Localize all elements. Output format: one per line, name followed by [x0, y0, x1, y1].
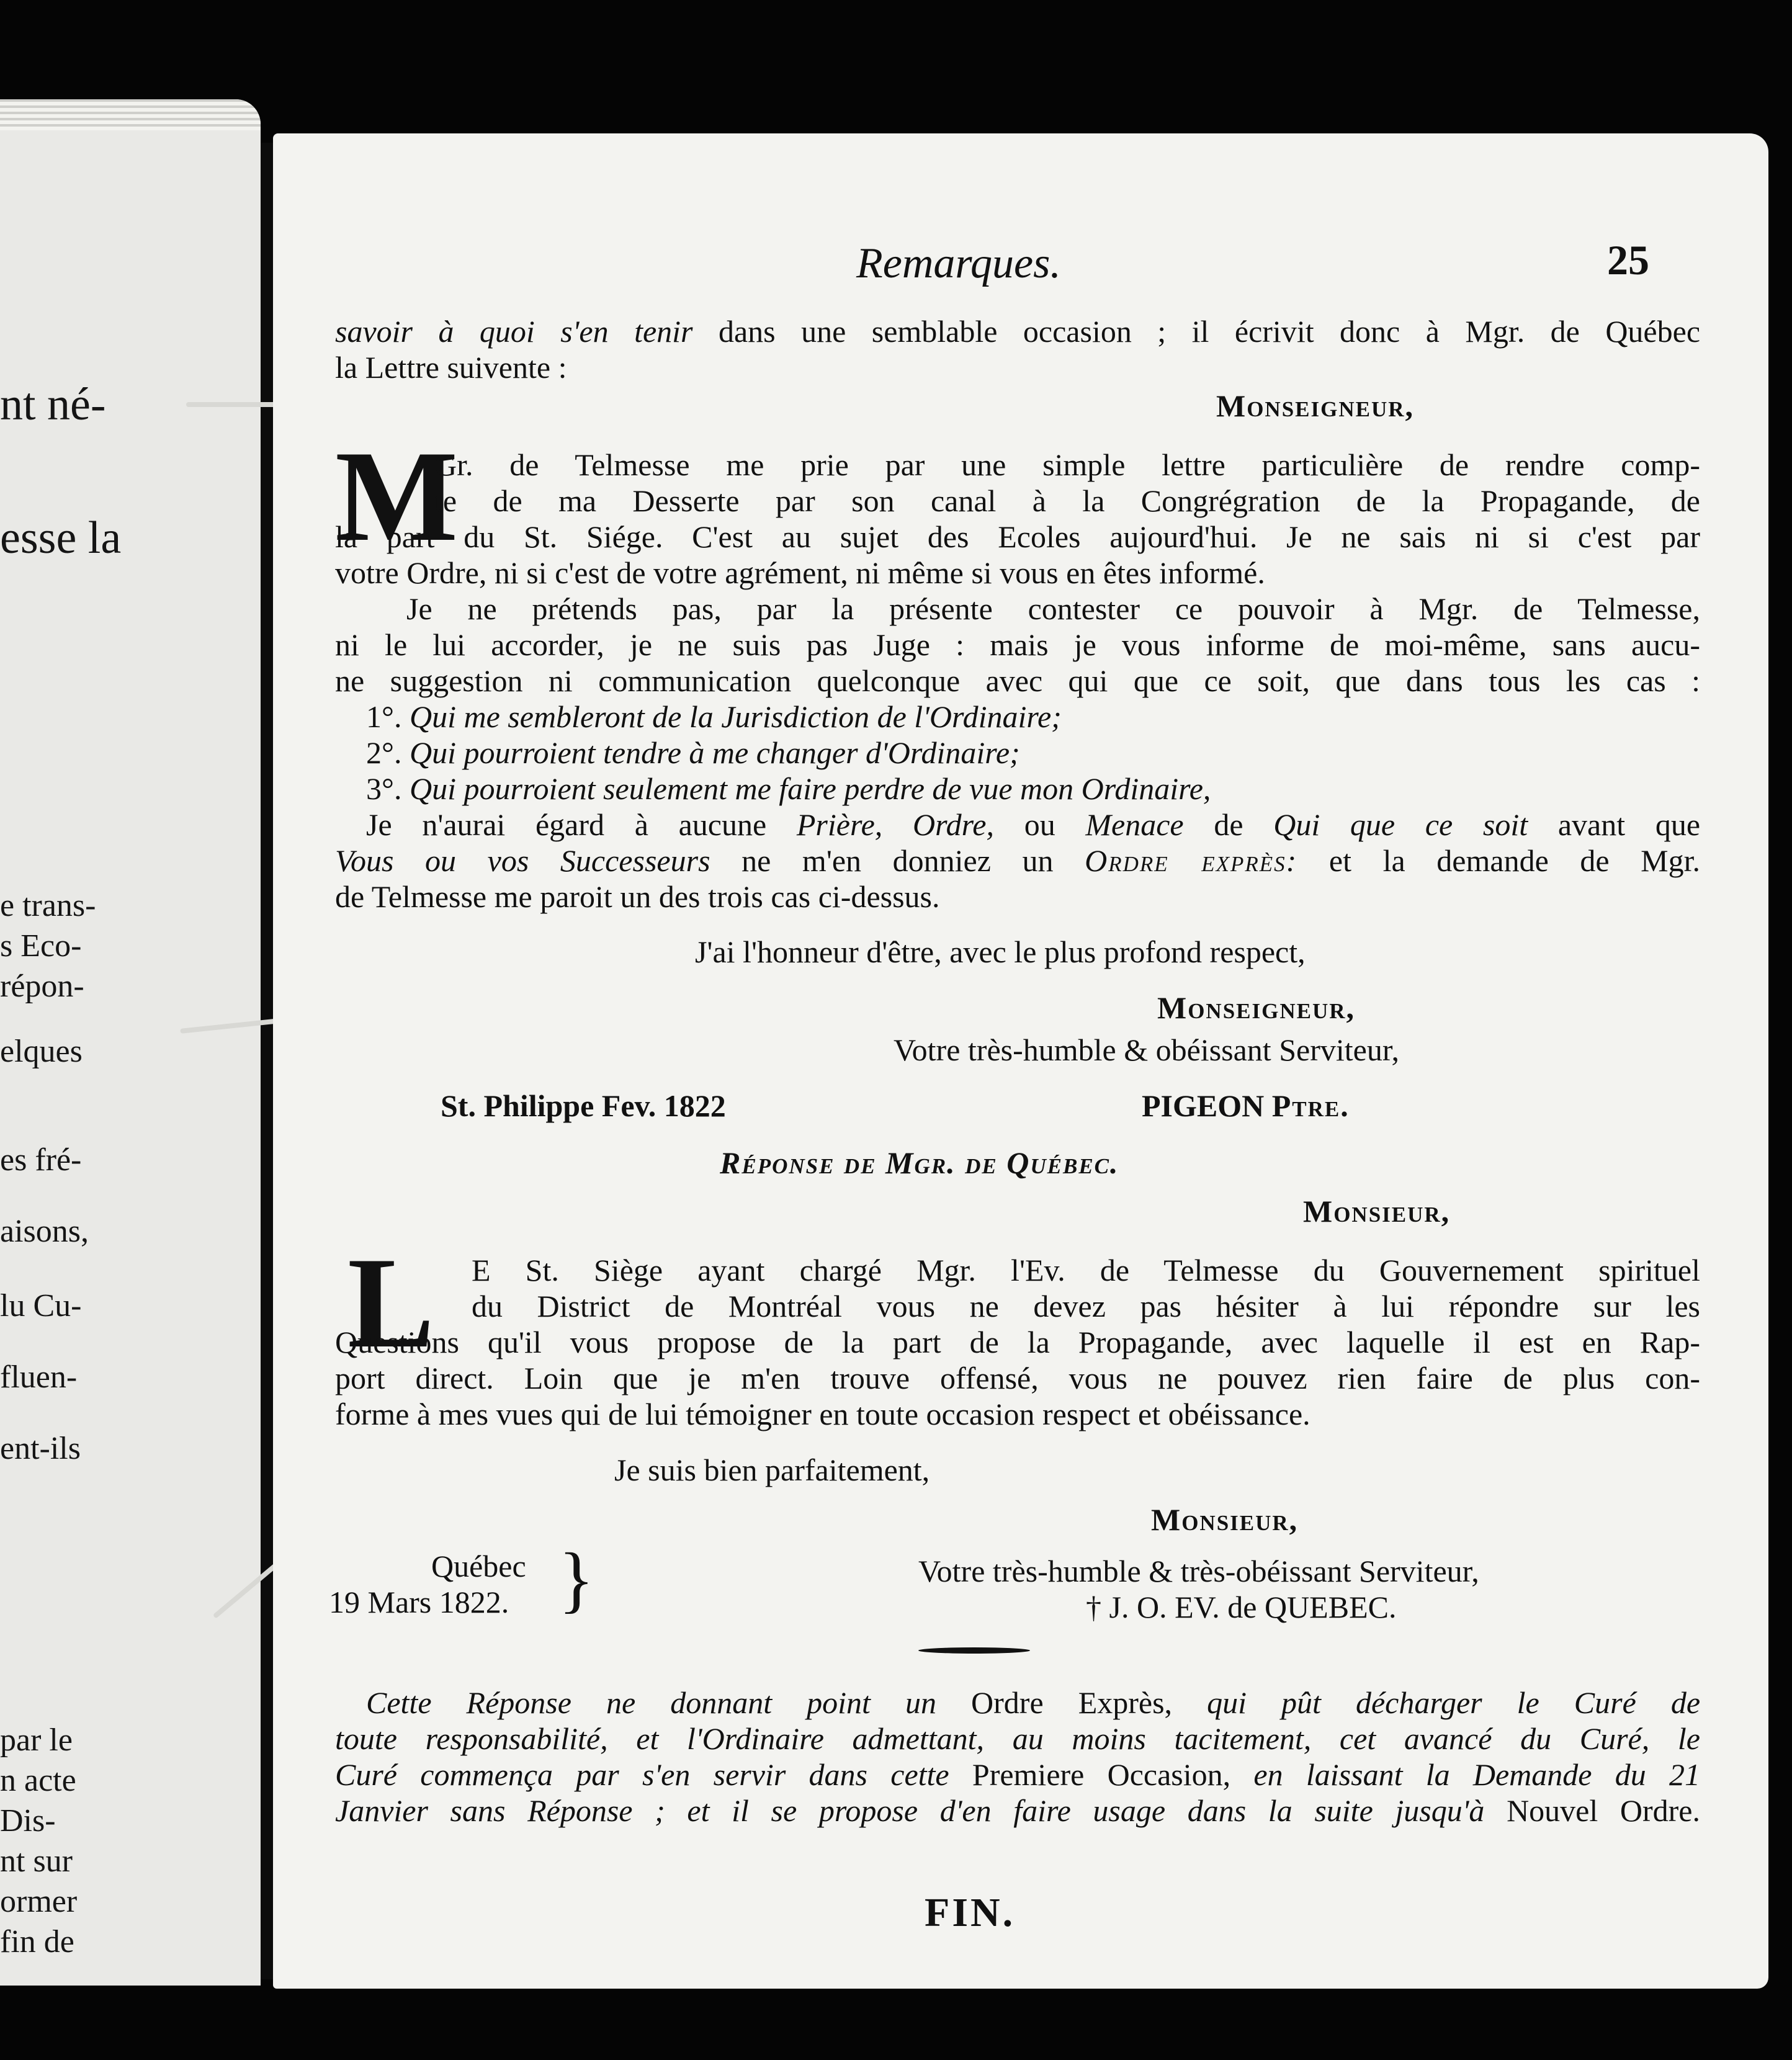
- intro-italic: savoir à quoi s'en tenir: [335, 314, 693, 349]
- left-line: répon-: [0, 969, 84, 1004]
- text-run: Vous ou vos Successeurs: [335, 843, 710, 878]
- list-item: [366, 735, 1020, 771]
- letter1-servant: Votre très-humble & obéissant Serviteur,: [894, 1032, 1399, 1067]
- remarks-line: [335, 1757, 1700, 1793]
- letter1-line: ni le lui accorder, je ne suis pas Juge : mais je vous informe de moi-même, sans aucu-: [335, 627, 1700, 662]
- letter1-signature: [1142, 1088, 1350, 1124]
- remarks-line: toute responsabilité, et l'Ordinaire admettant, au moins tacitement, cet avancé du Curé, le: [335, 1721, 1700, 1756]
- reply-closing: Je suis bien parfaitement,: [614, 1453, 930, 1487]
- text-run: ou: [1024, 807, 1055, 842]
- intro-line-2: la Lettre suivente :: [335, 350, 567, 385]
- document-page: [273, 133, 1768, 1989]
- left-line: fluen-: [0, 1359, 78, 1395]
- left-line: elques: [0, 1034, 83, 1069]
- reply-line: forme à mes vues qui de lui témoigner en toute occasion respect et obéissance.: [335, 1397, 1310, 1431]
- brace-glyph: }: [558, 1538, 594, 1620]
- book-spine: [261, 143, 274, 1979]
- text-run: Je n'aurai égard à aucune: [366, 807, 767, 842]
- letter1-line: de Telmesse me paroit un des trois cas ci-dessus.: [335, 879, 940, 914]
- letter1-line: te de ma Desserte par son canal à la Congrégration de la Propagande, de: [434, 483, 1700, 518]
- previous-page-fragment: [0, 99, 261, 1986]
- list-item: [366, 771, 1211, 807]
- list-text: Qui pourroient tendre à me changer d'Ordinaire;: [410, 735, 1020, 770]
- left-line: n acte: [0, 1763, 76, 1798]
- reply-line: E St. Siège ayant chargé Mgr. l'Ev. de Telmesse du Gouvernement spirituel: [472, 1253, 1700, 1288]
- text-run: Prière, Ordre,: [796, 807, 994, 842]
- left-line: e trans-: [0, 888, 96, 923]
- left-line: aisons,: [0, 1214, 89, 1249]
- remarks-line: [335, 1793, 1700, 1829]
- intro-line: [335, 313, 1700, 349]
- left-line: Dis-: [0, 1803, 56, 1838]
- left-line: es fré-: [0, 1142, 82, 1178]
- reply-signature: † J. O. EV. de QUEBEC.: [1086, 1590, 1397, 1624]
- intro-rest: dans une semblable occasion ; il écrivit donc à Mgr. de Québec: [718, 314, 1701, 349]
- text-run: Ordre exprès:: [1085, 843, 1298, 878]
- letter1-closing: J'ai l'honneur d'être, avec le plus profond respect,: [695, 934, 1306, 969]
- list-item: [366, 699, 1062, 735]
- letter1-line: [366, 807, 1700, 843]
- letter1-line: votre Ordre, ni si c'est de votre agrément, ni même si vous en êtes informé.: [335, 555, 1265, 590]
- reply-heading: Réponse de Mgr. de Québec.: [720, 1145, 1119, 1180]
- text-run: et la demande de Mgr.: [1328, 843, 1701, 878]
- left-line: s Eco-: [0, 928, 82, 964]
- list-text: Qui me sembleront de la Jurisdiction de l'Ordinaire;: [410, 699, 1062, 734]
- letter1-closing-salutation: Monseigneur,: [1157, 990, 1356, 1025]
- text-run: Menace: [1085, 807, 1184, 842]
- dropcap-l: L: [347, 1231, 435, 1375]
- letter1-line: [335, 843, 1700, 879]
- reply-place: Québec: [431, 1549, 526, 1583]
- letter1-line: la part du St. Siége. C'est au sujet des Ecoles aujourd'hui. Je ne sais ni si c'est par: [335, 519, 1700, 554]
- list-number: 1°.: [366, 699, 402, 734]
- text-run: Cette Réponse ne donnant point un: [366, 1685, 936, 1720]
- reply-closing-salutation: Monsieur,: [1151, 1502, 1299, 1537]
- page-number: 25: [1607, 236, 1649, 284]
- left-line: lu Cu-: [0, 1288, 82, 1323]
- page-edge-stripes: [0, 99, 261, 130]
- reply-line: port direct. Loin que je m'en trouve offensé, vous ne pouvez rien faire de plus con-: [335, 1361, 1700, 1395]
- dropcap-m: M: [335, 424, 459, 568]
- text-run: de: [1214, 807, 1243, 842]
- text-run: qui pût décharger le Curé de: [1207, 1685, 1701, 1720]
- left-line: nt né-: [0, 379, 106, 430]
- text-run: Curé commença par s'en servir dans cette: [335, 1757, 949, 1792]
- fin-label: FIN.: [925, 1890, 1016, 1935]
- letter1-line: ne suggestion ni communication quelconque avec qui que ce soit, que dans tous les cas :: [335, 663, 1700, 698]
- left-line: par le: [0, 1722, 73, 1758]
- letter1-salutation: Monseigneur,: [1216, 388, 1415, 423]
- text-run: avant que: [1557, 807, 1701, 842]
- letter1-line: Je ne prétends pas, par la présente contester ce pouvoir à Mgr. de Telmesse,: [406, 591, 1700, 626]
- ornamental-rule: [918, 1647, 1030, 1654]
- left-line: nt sur: [0, 1843, 73, 1879]
- signature-title: Ptre.: [1271, 1088, 1350, 1123]
- reply-line: Questions qu'il vous propose de la part de la Propagande, avec laquelle il est en Rap-: [335, 1325, 1700, 1359]
- text-run: Nouvel Ordre.: [1507, 1793, 1701, 1828]
- left-line: ent-ils: [0, 1431, 81, 1466]
- text-run: en laissant la Demande du 21: [1253, 1757, 1700, 1792]
- list-number: 3°.: [366, 771, 402, 806]
- signature-name: PIGEON: [1142, 1088, 1265, 1123]
- remarks-line: [366, 1685, 1700, 1721]
- reply-line: du District de Montréal vous ne devez pas hésiter à lui répondre sur les: [472, 1289, 1700, 1323]
- left-line: ormer: [0, 1884, 78, 1919]
- list-text: Qui pourroient seulement me faire perdre de vue mon Ordinaire,: [410, 771, 1211, 806]
- reply-servant: Votre très-humble & très-obéissant Serviteur,: [918, 1554, 1479, 1588]
- text-run: ne m'en donniez un: [741, 843, 1054, 878]
- text-run: Qui que ce soit: [1273, 807, 1528, 842]
- letter1-line: Gr. de Telmesse me prie par une simple lettre particulière de rendre comp-: [434, 447, 1700, 482]
- letter1-place-date: St. Philippe Fev. 1822: [441, 1088, 726, 1123]
- running-header-title: Remarques.: [856, 240, 1061, 287]
- list-number: 2°.: [366, 735, 402, 770]
- text-run: Premiere Occasion,: [972, 1757, 1231, 1792]
- reply-date: 19 Mars 1822.: [329, 1585, 509, 1619]
- left-line: esse la: [0, 513, 122, 563]
- text-run: Ordre Exprès,: [971, 1685, 1173, 1720]
- text-run: Janvier sans Réponse ; et il se propose d'en faire usage dans la suite jusqu'à: [335, 1793, 1485, 1828]
- left-line: fin de: [0, 1924, 74, 1959]
- reply-salutation: Monsieur,: [1303, 1194, 1451, 1229]
